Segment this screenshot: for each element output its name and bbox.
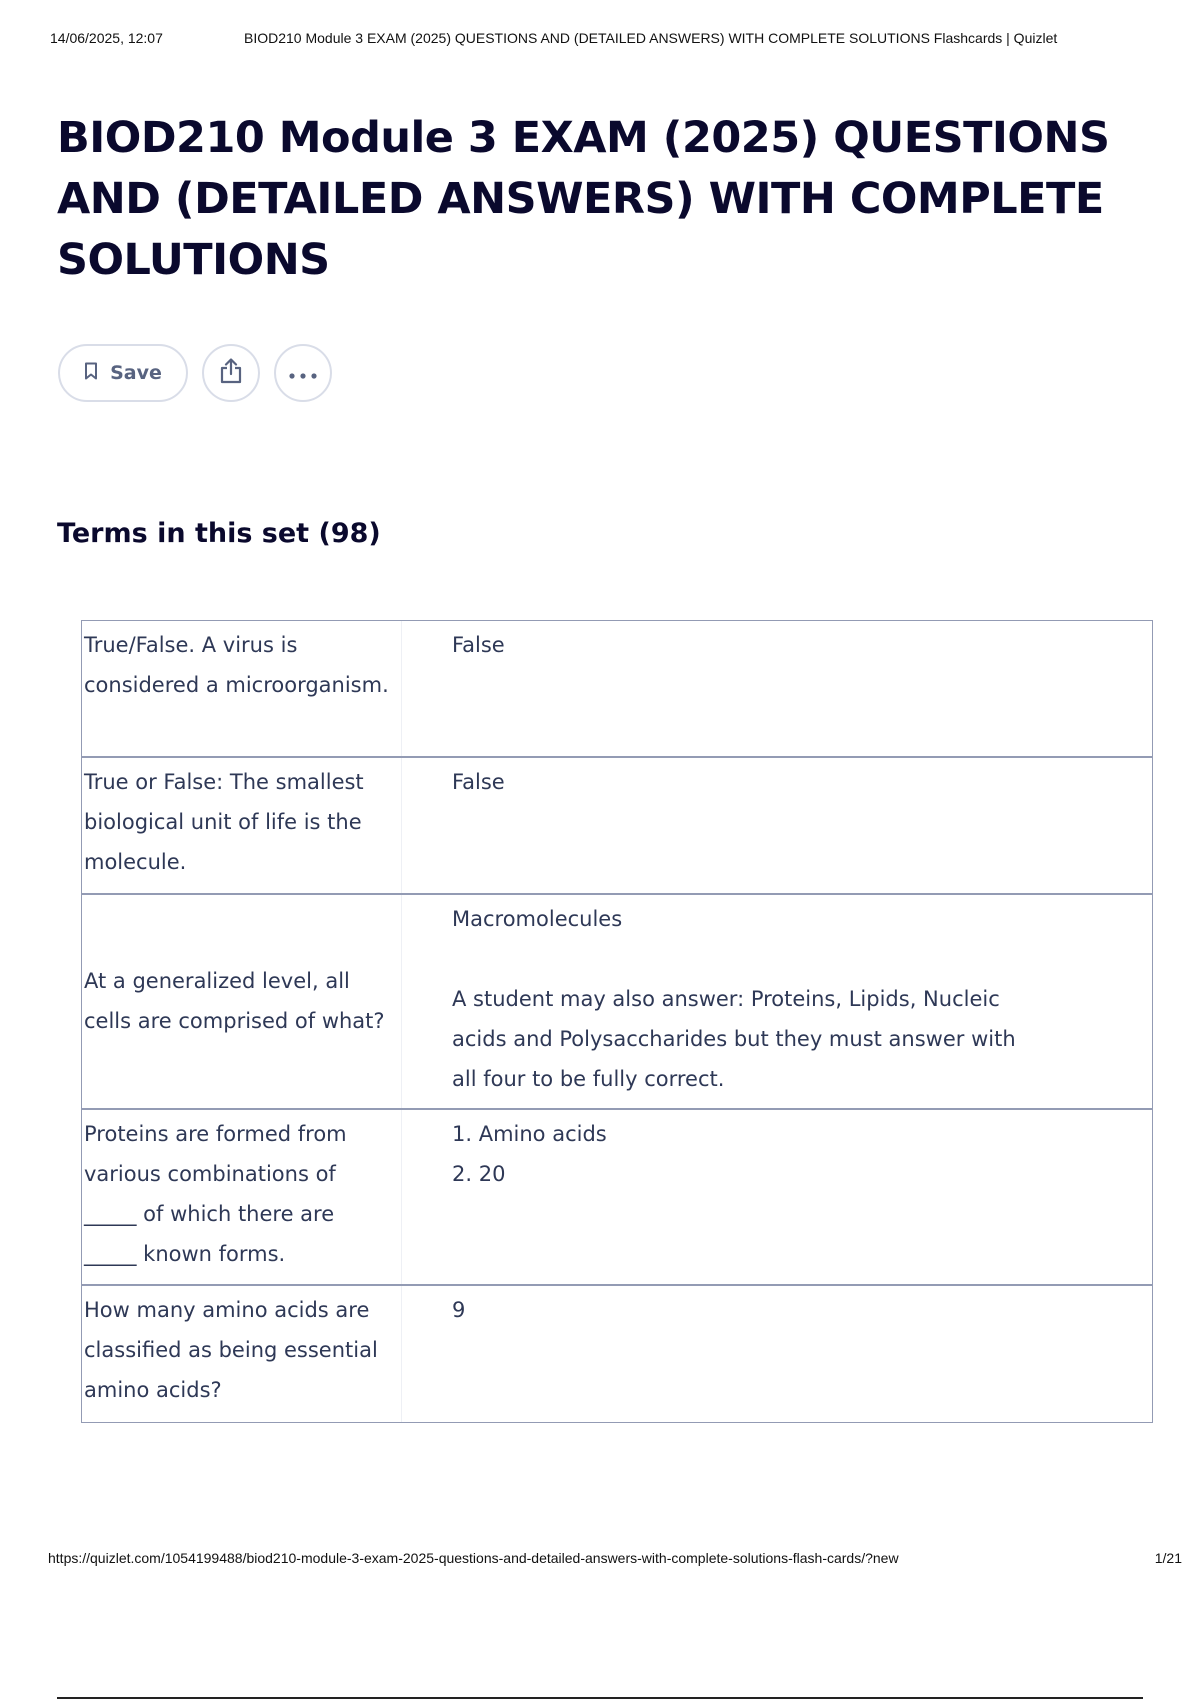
definition-line: 2. 20 <box>452 1162 506 1186</box>
definition-line: False <box>452 770 505 794</box>
share-button[interactable] <box>202 344 260 402</box>
term-cell: Proteins are formed from various combinations of _____ of which there are _____ known forms. <box>82 1110 402 1284</box>
action-row <box>58 342 332 404</box>
print-datetime: 14/06/2025, 12:07 <box>50 30 163 46</box>
save-label: Save <box>110 362 162 384</box>
bookmark-icon <box>84 362 98 385</box>
term-cell: At a generalized level, all cells are comprised of what? <box>82 895 402 1108</box>
table-row <box>82 1110 1152 1286</box>
definition-line: Macromolecules <box>452 907 623 931</box>
definition-line: False <box>452 633 505 657</box>
definition-line: all four to be fully correct. <box>452 1067 725 1091</box>
page-url: https://quizlet.com/1054199488/biod210-module-3-exam-2025-questions-and-detailed-answers-with-complete-solutions-flash-cards/?new <box>48 1550 899 1566</box>
definition-spacer <box>452 939 1132 979</box>
table-row <box>82 895 1152 1110</box>
term-cell: True/False. A virus is considered a microorganism. <box>82 621 402 756</box>
print-header <box>50 30 1182 50</box>
more-options-button[interactable] <box>274 344 332 402</box>
definition-line: A student may also answer: Proteins, Lipids, Nucleic <box>452 987 1000 1011</box>
share-icon <box>219 358 243 388</box>
terms-heading: Terms in this set (98) <box>57 518 381 549</box>
definition-cell <box>402 621 1152 756</box>
print-doc-title: BIOD210 Module 3 EXAM (2025) QUESTIONS AND (DETAILED ANSWERS) WITH COMPLETE SOLUTIONS Flashcards | Quizlet <box>244 30 1058 46</box>
divider <box>57 1697 1143 1699</box>
print-footer <box>48 1550 1182 1570</box>
term-cell: How many amino acids are classified as being essential amino acids? <box>82 1286 402 1422</box>
table-row <box>82 758 1152 895</box>
more-horizontal-icon <box>289 364 317 383</box>
terms-table <box>81 620 1153 1423</box>
save-button[interactable] <box>58 344 188 402</box>
term-cell: True or False: The smallest biological unit of life is the molecule. <box>82 758 402 893</box>
page-title: BIOD210 Module 3 EXAM (2025) QUESTIONS AND (DETAILED ANSWERS) WITH COMPLETE SOLUTIONS <box>57 113 1110 285</box>
definition-line: 9 <box>452 1298 466 1322</box>
definition-line: 1. Amino acids <box>452 1122 607 1146</box>
definition-cell <box>402 758 1152 893</box>
definition-line: acids and Polysaccharides but they must answer with <box>452 1027 1016 1051</box>
definition-cell <box>402 1286 1152 1422</box>
definition-cell <box>402 1110 1152 1284</box>
table-row <box>82 621 1152 758</box>
definition-cell <box>402 895 1152 1108</box>
page-number: 1/21 <box>1154 1550 1182 1566</box>
table-row <box>82 1286 1152 1422</box>
